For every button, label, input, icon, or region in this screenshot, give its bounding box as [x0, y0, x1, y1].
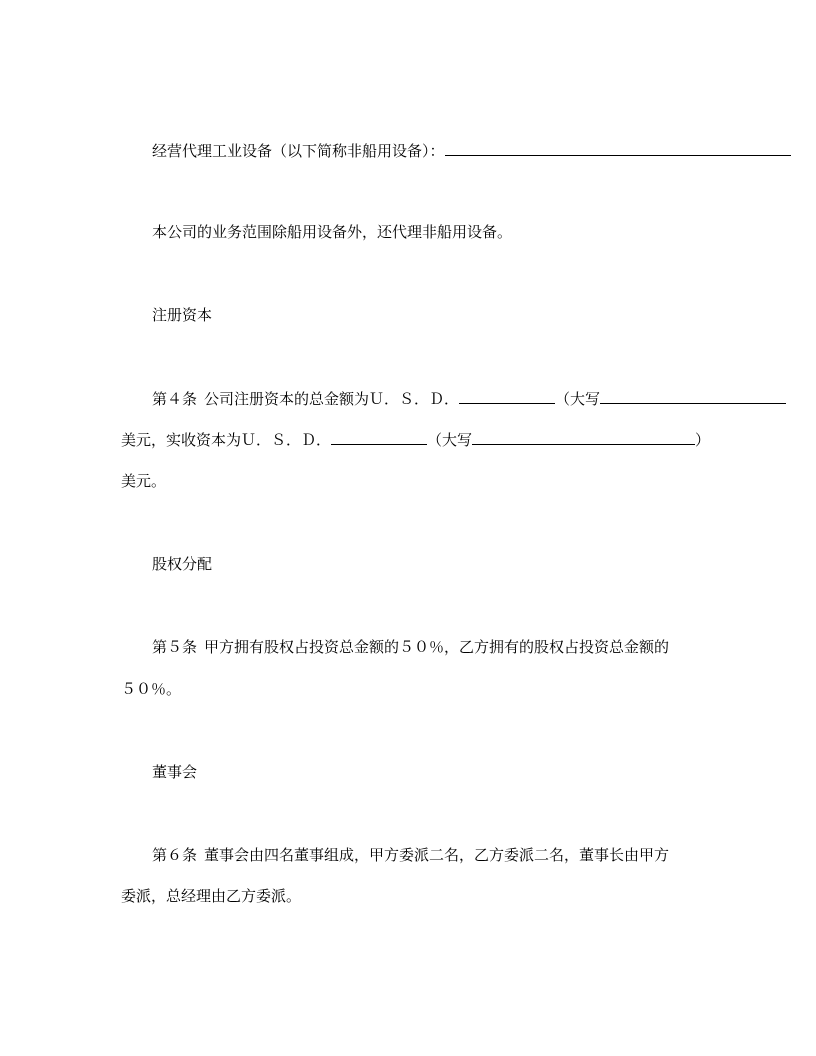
p1-text: 经营代理工业设备（以下简称非船用设备）：: [152, 142, 445, 160]
art5-line2-text: ５０％。: [121, 680, 182, 698]
art6-line2: [121, 886, 301, 906]
art4-amount-blank: [459, 388, 555, 404]
art6-line1-text: 董事会由四名董事组成，甲方委派二名，乙方委派二名，董事长由甲方: [204, 846, 670, 864]
art4-line1-text: 公司注册资本的总金额为Ｕ．Ｓ．Ｄ．: [204, 390, 460, 408]
art4-paren2-close: ）: [695, 431, 711, 449]
art4-paid-words-blank: [472, 429, 695, 445]
p2-line: [152, 222, 512, 242]
art5-line1-text: 甲方拥有股权占投资总金额的５０％，乙方拥有的股权占投资总金额的: [204, 638, 670, 656]
heading-equity-text: 股权分配: [152, 555, 213, 573]
art4-line3-text: 美元。: [121, 472, 167, 490]
heading-capital: [152, 305, 212, 325]
art6-line2-text: 委派，总经理由乙方委派。: [121, 887, 302, 905]
art6-label: 第６条: [152, 846, 198, 864]
art4-line1: [152, 388, 786, 409]
art4-label: 第４条: [152, 390, 198, 408]
art5-line2: [121, 679, 181, 699]
art4-paid-blank: [331, 429, 427, 445]
art5-line1: [152, 637, 669, 657]
art4-line2-text: 美元，实收资本为Ｕ．Ｓ．Ｄ．: [121, 431, 332, 449]
heading-equity: [152, 554, 212, 574]
art4-line3: [121, 471, 166, 491]
art4-words-blank: [600, 388, 786, 404]
art5-label: 第５条: [152, 638, 198, 656]
p1-line: [152, 140, 791, 161]
art4-line2: [121, 429, 710, 450]
heading-board-text: 董事会: [152, 763, 198, 781]
p1-blank: [445, 140, 791, 156]
art4-paren2-open: （大写: [427, 431, 473, 449]
art6-line1: [152, 845, 669, 865]
heading-capital-text: 注册资本: [152, 306, 213, 324]
art4-paren-open: （大写: [555, 390, 601, 408]
p2-text: 本公司的业务范围除船用设备外，还代理非船用设备。: [152, 223, 513, 241]
heading-board: [152, 762, 197, 782]
